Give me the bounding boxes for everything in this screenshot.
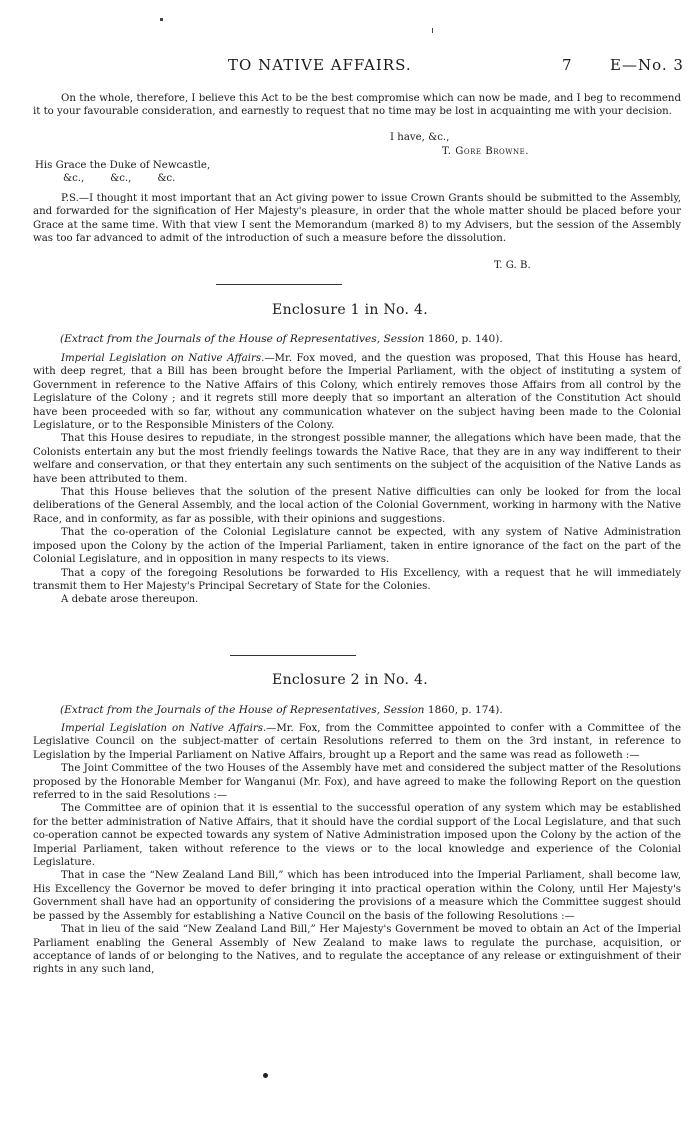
addressee-line-2: &c., &c., &c.	[63, 173, 176, 184]
enclosure-2-paragraph: The Committee are of opinion that it is essential to the successful operation of any system which may be established for the better administration of Native Affairs, that it should have the cordial support of the Local Legislature, and that such co-operation cannot be expected towards any system of Native Administration imposed upon the Colony by the action of the Imperial Parliament, taken without reference to the views or to the local knowledge and experience of the Colonial Legislature.	[33, 803, 681, 869]
print-mark-top	[160, 18, 163, 21]
section-divider-1	[216, 284, 342, 285]
enclosure-1-extract: (Extract from the Journals of the House of Representatives, Session 1860, p. 140).	[60, 333, 503, 345]
enclosure-2-title: Enclosure 2 in No. 4.	[272, 672, 428, 688]
enclosure-1-paragraph: That the co-operation of the Colonial Legislature cannot be expected, with any system of Native Administration imposed upon the Colony by the action of the Imperial Parliament, taken in entire ignorance of the fact on the part of the Colonial Legislature, and in opposition in many respects to its views.	[33, 527, 681, 566]
document-reference: E—No. 3	[610, 56, 684, 74]
enclosure-1-paragraph: That a copy of the foregoing Resolutions be forwarded to His Excellency, with a request that he will immediately transmit them to Her Majesty's Principal Secretary of State for the Colonies.	[33, 567, 681, 592]
enclosure-1-paragraph: A debate arose thereupon.	[61, 594, 199, 606]
page-number: 7	[562, 56, 573, 74]
addressee-line-1: His Grace the Duke of Newcastle,	[35, 160, 211, 171]
print-mark-top-right	[432, 28, 433, 33]
postscript: P.S.—I thought it most important that an Act giving power to issue Crown Grants should be submitted to the Assembly, and forwarded for the signification of Her Majesty's pleasure, in order that the whole matter should be placed before your Grace at the same time. With that view I sent the Memorandum (marked 8) to my Advisers, but the session of the Assembly was too far advanced to admit of the introduction of such a measure before the dissolution.	[33, 193, 681, 245]
enclosure-2-extract: (Extract from the Journals of the House of Representatives, Session 1860, p. 174).	[60, 704, 503, 716]
letter-closing: I have, &c.,	[390, 132, 450, 143]
enclosure-2-paragraph: Imperial Legislation on Native Affairs.—Mr. Fox, from the Committee appointed to confer with a Committee of the Legislative Council on the subject-matter of certain Resolutions referred to them on the 3rd instant, in reference to Legislation by the Imperial Parliament on Native Affairs, brought up a Report and the same was read as followeth :—	[33, 723, 682, 761]
section-divider-2	[230, 655, 356, 656]
print-mark-bottom	[263, 1073, 268, 1078]
page-header	[0, 56, 700, 76]
enclosure-2-paragraph: The Joint Committee of the two Houses of the Assembly have met and considered the subject matter of the Resolutions proposed by the Honorable Member for Wanganui (Mr. Fox), and have agreed to make the following Report on the question referred to in the said Resolutions :—	[33, 763, 681, 802]
letter-signature: T. Gore Browne.	[442, 146, 529, 157]
enclosure-2-paragraph: That in case the “New Zealand Land Bill,” which has been introduced into the Imperial Parliament, shall become law, His Excellency the Governor be moved to defer bringing it into practical operation within the Colony, until Her Majesty's Government shall have had an opportunity of considering the provisions of a measure which the Committee suggest should be passed by the Assembly for establishing a Native Council on the basis of the following Resolutions :—	[33, 870, 681, 922]
header-title: TO NATIVE AFFAIRS.	[228, 56, 412, 74]
letter-paragraph: On the whole, therefore, I believe this Act to be the best compromise which can now be made, and I beg to recommend it to your favourable consideration, and earnestly to request that no time may be lost in acquainting me with your decision.	[33, 93, 681, 118]
enclosure-1-paragraph: Imperial Legislation on Native Affairs.—Mr. Fox moved, and the question was proposed, That this House has heard, with deep regret, that a Bill has been brought before the Imperial Parliament, with the object of instituting a system of Government in reference to the Native Affairs of this Colony, which entirely removes those Affairs from all control by the Legislature of the Colony ; and it regrets still more deeply that so important an alteration of the Constitution Act should have been proceeded with so far, without any communication whatever on the subject having been made to the Colonial Legislature, or to the Responsible Ministers of the Colony.	[33, 353, 681, 432]
postscript-initials: T. G. B.	[494, 260, 531, 271]
enclosure-1-paragraph: That this House believes that the solution of the present Native difficulties can only be looked for from the local deliberations of the General Assembly, and the local action of the Colonial Government, working in harmony with the Native Race, and in conformity, as far as possible, with their opinions and suggestions.	[33, 487, 681, 525]
enclosure-1-title: Enclosure 1 in No. 4.	[272, 302, 428, 318]
enclosure-1-body	[33, 352, 681, 607]
enclosure-2-body	[33, 722, 681, 977]
enclosure-1-paragraph: That this House desires to repudiate, in the strongest possible manner, the allegations which have been made, that the Colonists entertain any but the most friendly feelings towards the Native Race, that they are in any way indifferent to their welfare and conservation, or that they entertain any such sentiments on the subject of the acquisition of the Native Lands as have been attributed to them.	[33, 433, 681, 485]
enclosure-2-paragraph: That in lieu of the said “New Zealand Land Bill,” Her Majesty's Government be moved to obtain an Act of the Imperial Parliament enabling the General Assembly of New Zealand to make laws to regulate the purchase, acquisition, or acceptance of lands of or belonging to the Natives, and to regulate the acceptance of any release or extinguishment of their rights in any such land,	[33, 924, 681, 976]
